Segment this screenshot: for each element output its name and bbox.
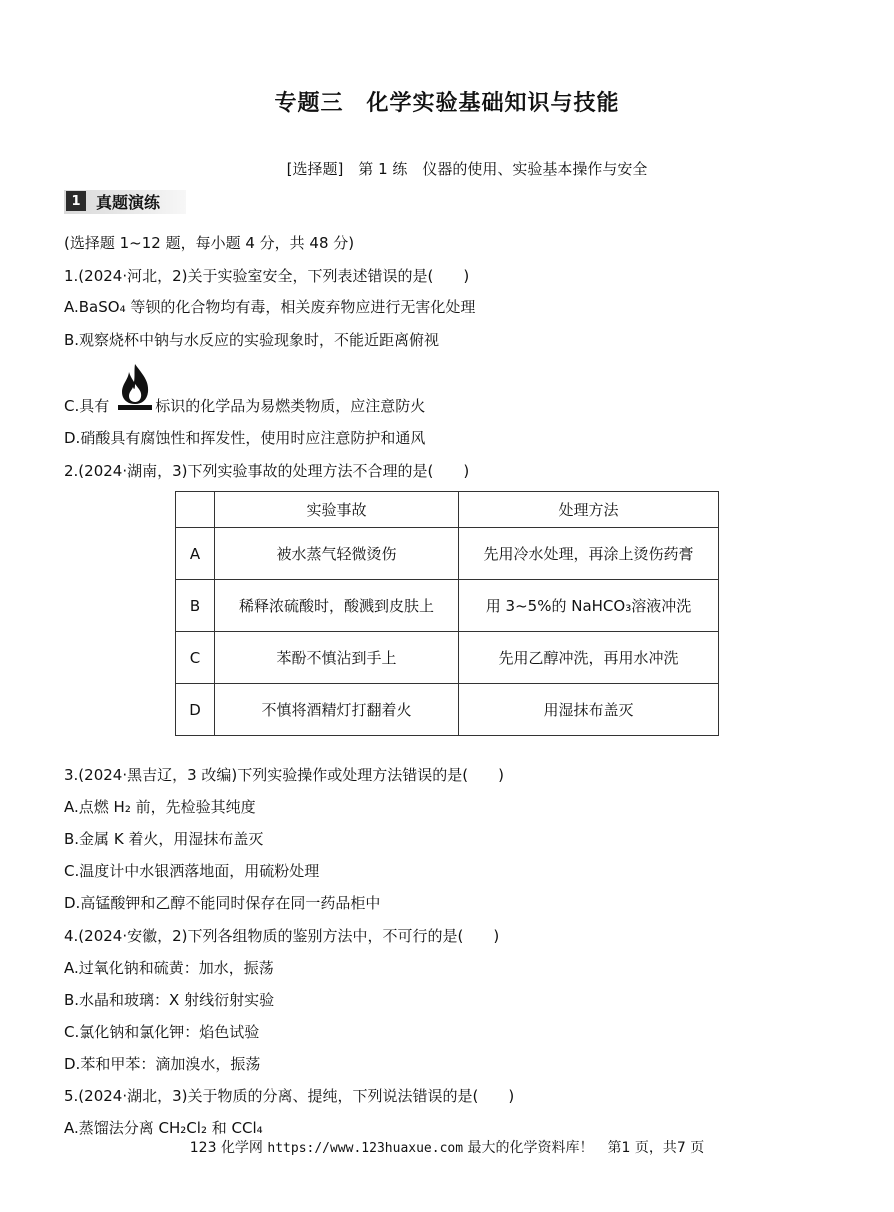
section-number-badge: 1	[66, 191, 86, 211]
answer-paren-close: )	[498, 766, 504, 784]
table-header-cell	[176, 492, 215, 528]
table-cell: 苯酚不慎沾到手上	[215, 632, 459, 684]
question-stem-text: 3.(2024·黑吉辽，3 改编)下列实验操作或处理方法错误的是(	[64, 766, 469, 784]
document-title: 专题三 化学实验基础知识与技能	[274, 91, 620, 116]
question-3-option-b: B.金属 K 着火，用湿抹布盖灭	[64, 830, 264, 848]
page-footer	[0, 1137, 894, 1157]
table-cell: B	[176, 580, 215, 632]
table-cell: 不慎将酒精灯打翻着火	[215, 684, 459, 736]
question-1-option-b: B.观察烧杯中钠与水反应的实验现象时，不能近距离俯视	[64, 331, 440, 349]
table-row	[176, 580, 719, 632]
answer-paren-close: )	[493, 927, 500, 945]
table-cell: C	[176, 632, 215, 684]
question-stem-text: 4.(2024·安徽，2)下列各组物质的鉴别方法中，不可行的是(	[64, 927, 464, 945]
answer-paren-close: )	[508, 1087, 515, 1105]
table-row	[176, 632, 719, 684]
table-cell: 用 3~5%的 NaHCO₃溶液冲洗	[459, 580, 719, 632]
answer-paren-close: )	[463, 462, 470, 480]
question-stem-text: 1.(2024·河北，2)关于实验室安全，下列表述错误的是(	[64, 267, 434, 285]
table-row	[176, 684, 719, 736]
question-4-option-c: C.氯化钠和氯化钾：焰色试验	[64, 1023, 260, 1041]
section-heading-label: 真题演练	[96, 192, 161, 212]
question-stem-text: 5.(2024·湖北，3)关于物质的分离、提纯，下列说法错误的是(	[64, 1087, 479, 1105]
question-4-option-d: D.苯和甲苯：滴加溴水，振荡	[64, 1055, 261, 1073]
question-3-option-d: D.高锰酸钾和乙醇不能同时保存在同一药品柜中	[64, 894, 381, 912]
question-stem-text: 2.(2024·湖南，3)下列实验事故的处理方法不合理的是(	[64, 462, 434, 480]
intro-note: (选择题 1~12 题，每小题 4 分，共 48 分)	[64, 234, 355, 252]
question-1-stem	[64, 266, 469, 286]
question-3-option-c: C.温度计中水银洒落地面，用硫粉处理	[64, 862, 320, 880]
footer-url-link[interactable]: https://www.123huaxue.com	[267, 1141, 464, 1156]
footer-page-info: 最大的化学资料库！ 第1 页，共7 页	[467, 1140, 705, 1156]
question-4-option-a: A.过氧化钠和硫黄：加水，振荡	[64, 959, 274, 977]
question-4-option-b: B.水晶和玻璃：X 射线衍射实验	[64, 991, 275, 1009]
option-c-suffix: 标识的化学品为易燃类物质，应注意防火	[155, 397, 426, 415]
option-c-prefix: C.具有	[64, 397, 110, 415]
table-cell: A	[176, 528, 215, 580]
question-5-option-a: A.蒸馏法分离 CH₂Cl₂ 和 CCl₄	[64, 1119, 263, 1137]
table-cell: 稀释浓硫酸时，酸溅到皮肤上	[215, 580, 459, 632]
question-1-option-d: D.硝酸具有腐蚀性和挥发性，使用时应注意防护和通风	[64, 429, 426, 447]
question-5-stem	[64, 1086, 514, 1106]
table-cell: 先用乙醇冲洗，再用水冲洗	[459, 632, 719, 684]
table-row	[176, 528, 719, 580]
table-cell: 被水蒸气轻微烫伤	[215, 528, 459, 580]
question-2-stem	[64, 461, 469, 481]
question-4-stem	[64, 926, 499, 946]
question-1-option-a: A.BaSO₄ 等钡的化合物均有毒，相关废弃物应进行无害化处理	[64, 298, 476, 316]
table-header-cell: 实验事故	[215, 492, 459, 528]
table-header-cell: 处理方法	[459, 492, 719, 528]
section-heading	[64, 188, 186, 214]
answer-paren-close: )	[463, 267, 470, 285]
section-subtitle: [选择题] 第 1 练 仪器的使用、实验基本操作与安全	[286, 160, 648, 178]
footer-site-name: 123 化学网	[189, 1140, 263, 1156]
table-cell: D	[176, 684, 215, 736]
table-cell: 用湿抹布盖灭	[459, 684, 719, 736]
question-3-stem	[64, 765, 504, 785]
question-1-option-c	[64, 396, 425, 416]
accident-table	[175, 491, 719, 736]
table-cell: 先用冷水处理，再涂上烫伤药膏	[459, 528, 719, 580]
table-header-row	[176, 492, 719, 528]
question-3-option-a: A.点燃 H₂ 前，先检验其纯度	[64, 798, 256, 816]
